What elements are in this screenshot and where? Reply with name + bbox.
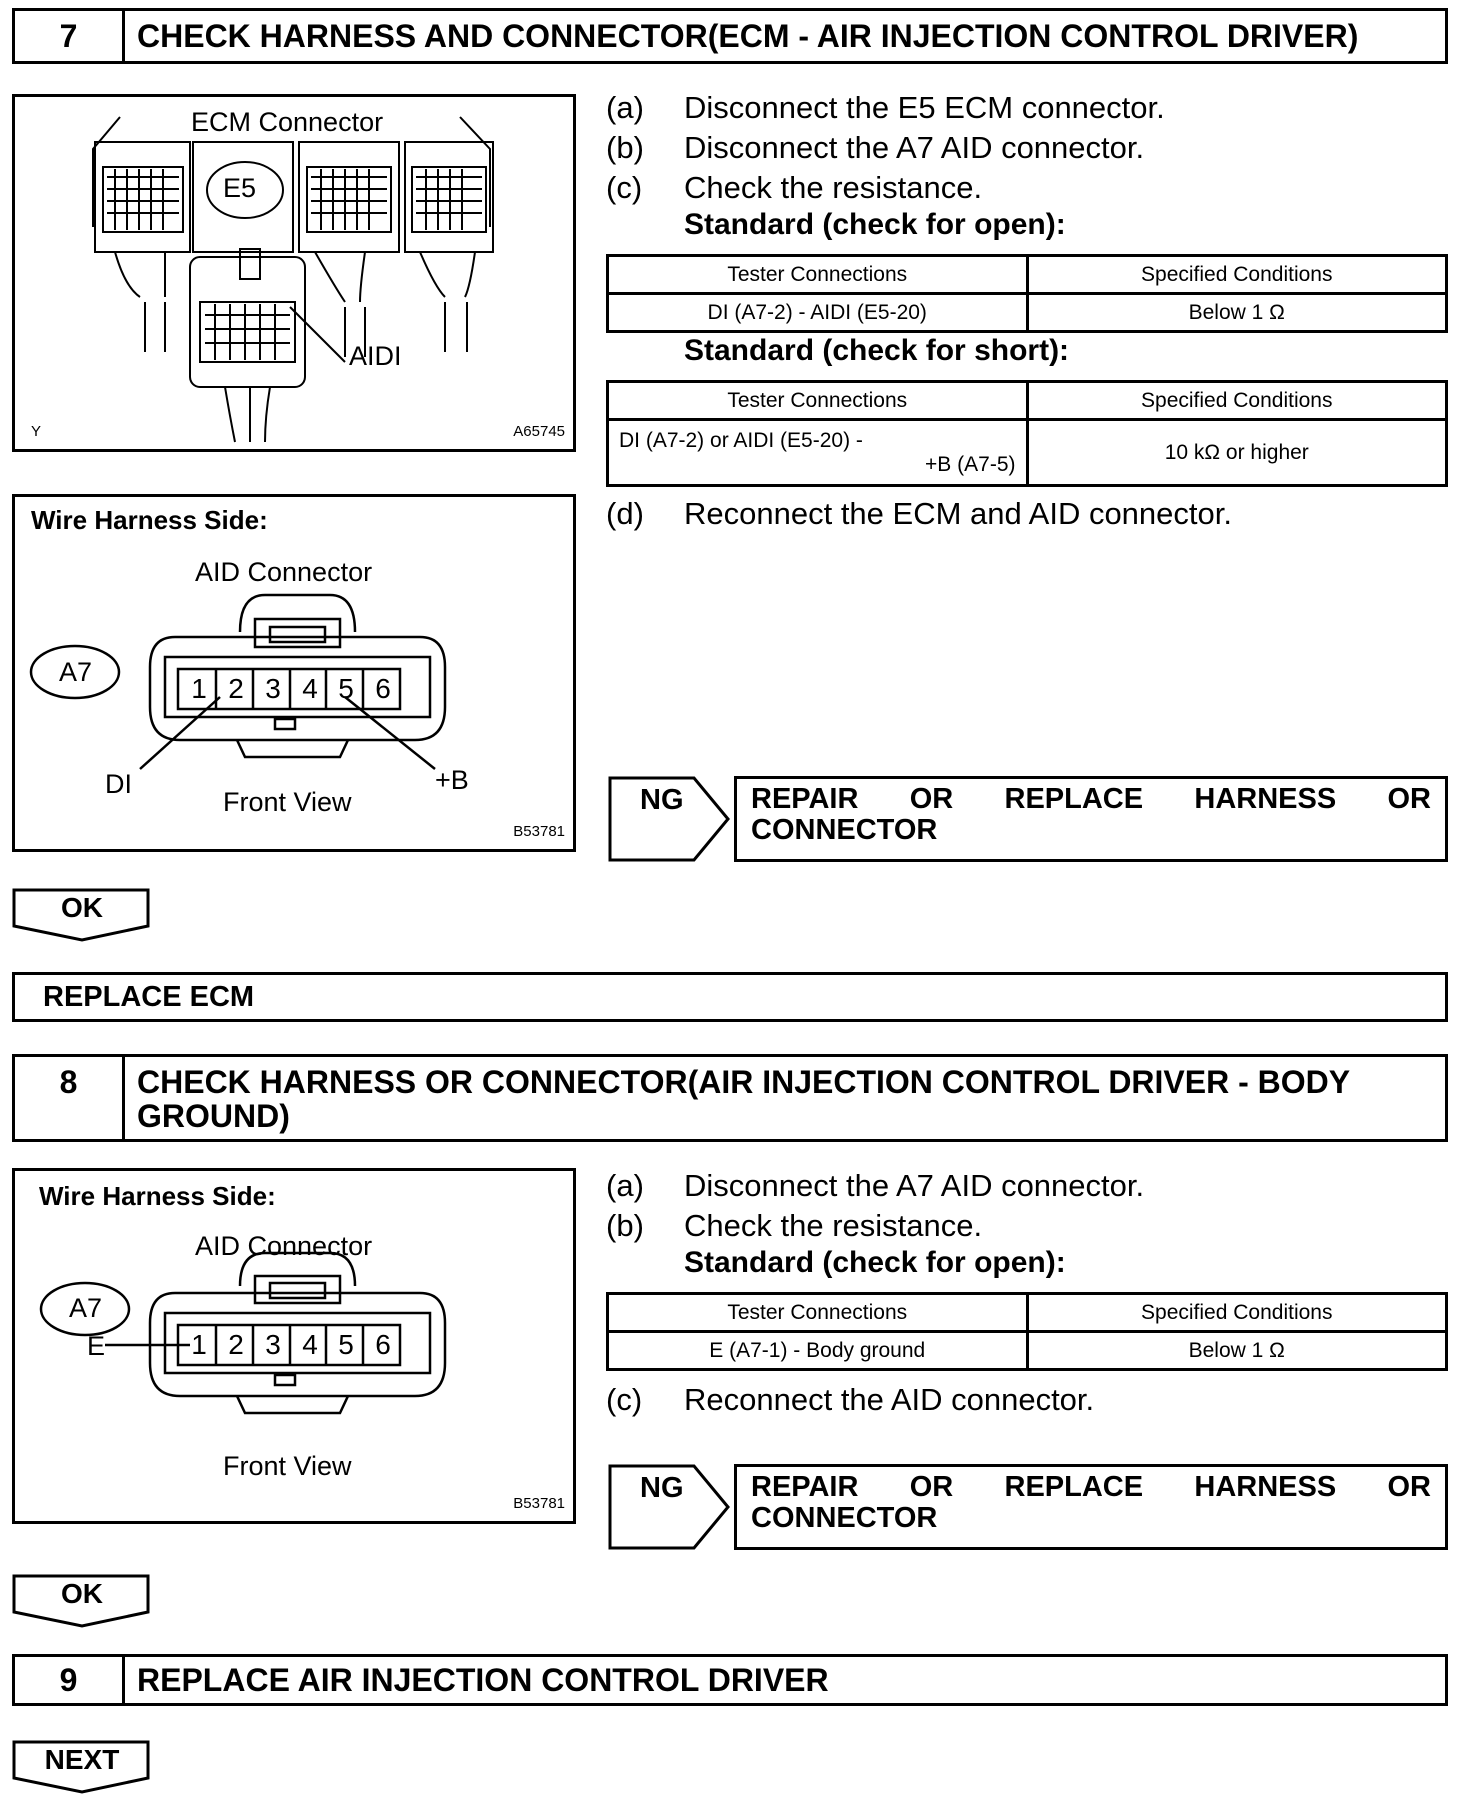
step7-ok-label: OK [61, 892, 103, 923]
aid-connector-label: AID Connector [195, 1231, 373, 1261]
table-header: Tester Connections [608, 256, 1028, 294]
step7-instruction-d [606, 494, 1426, 534]
wire-harness-heading: Wire Harness Side: [31, 505, 268, 535]
figure-id: B53781 [513, 1495, 565, 1512]
instruction-text: Disconnect the A7 AID connector. [684, 1168, 1145, 1203]
cell-line-1: DI (A7-2) or AIDI (E5-20) - [619, 428, 863, 452]
e5-label: E5 [223, 173, 257, 203]
step8-ok-label: OK [61, 1578, 103, 1609]
a7-label: A7 [69, 1293, 103, 1323]
table-header: Tester Connections [608, 1294, 1028, 1332]
step8-title-line1: CHECK HARNESS OR CONNECTOR(AIR INJECTION CONTROL DRIVER - BODY [137, 1064, 1351, 1100]
step7-header [12, 8, 1448, 64]
step7-short-table [606, 380, 1448, 487]
step8-ng-label: NG [640, 1472, 684, 1504]
replace-ecm-text: REPLACE ECM [43, 981, 255, 1013]
cell-line-2: +B (A7-5) [925, 452, 1016, 476]
ng-action-line1 [751, 783, 1431, 815]
pin-6: 6 [375, 673, 391, 704]
di-label: DI [105, 769, 132, 799]
step7-open-table [606, 254, 1448, 333]
step7-ng-label: NG [640, 784, 684, 816]
ng-action-line2: CONNECTOR [751, 814, 938, 846]
ng-word: OR [909, 783, 954, 815]
table-cell: Below 1 Ω [1027, 294, 1447, 332]
table-cell: DI (A7-2) - AIDI (E5-20) [608, 294, 1028, 332]
aid-connector-label: AID Connector [195, 557, 373, 587]
pin-5: 5 [338, 673, 354, 704]
pin-3: 3 [265, 673, 281, 704]
ng-word: OR [909, 1471, 954, 1503]
step8-number: 8 [15, 1057, 125, 1139]
step7-standard-open: Standard (check for open): [684, 208, 1066, 241]
a7-label: A7 [59, 657, 93, 687]
figure-id: B53781 [513, 823, 565, 840]
ng-action-line1 [751, 1471, 1431, 1503]
step7-instruction-b [606, 128, 1426, 168]
ng-word: HARNESS [1194, 783, 1337, 815]
table-cell: E (A7-1) - Body ground [608, 1332, 1028, 1370]
pin-2: 2 [228, 673, 244, 704]
pin-1: 1 [191, 673, 207, 704]
replace-ecm-box [12, 972, 1448, 1022]
table-cell: 10 kΩ or higher [1027, 420, 1447, 486]
step7-ng-action [734, 776, 1448, 862]
step7-instruction-c [606, 168, 1426, 208]
table-header: Specified Conditions [1027, 256, 1447, 294]
step9-title: REPLACE AIR INJECTION CONTROL DRIVER [137, 1662, 829, 1698]
ng-word: REPAIR [751, 783, 859, 815]
step9-number: 9 [15, 1657, 125, 1703]
front-view-label: Front View [223, 1451, 352, 1481]
ng-word: HARNESS [1194, 1471, 1337, 1503]
step8-instruction-b [606, 1206, 1426, 1246]
aidi-label: AIDI [349, 341, 402, 371]
step8-open-table [606, 1292, 1448, 1371]
e-label: E [87, 1331, 106, 1361]
table-cell [608, 420, 1028, 486]
instruction-text: Disconnect the A7 AID connector. [684, 130, 1145, 165]
pin-6: 6 [375, 1329, 391, 1360]
step7-number: 7 [15, 11, 125, 61]
instruction-label: (b) [606, 130, 644, 165]
table-header: Specified Conditions [1027, 382, 1447, 420]
ecm-connector-figure [12, 94, 576, 452]
wire-harness-heading: Wire Harness Side: [39, 1181, 276, 1211]
step8-standard-open: Standard (check for open): [684, 1246, 1066, 1279]
step7-standard-short: Standard (check for short): [684, 334, 1070, 367]
pin-5: 5 [338, 1329, 354, 1360]
instruction-label: (a) [606, 1168, 644, 1203]
instruction-text: Disconnect the E5 ECM connector. [684, 90, 1165, 125]
table-header: Tester Connections [608, 382, 1028, 420]
ng-action-line2: CONNECTOR [751, 1502, 938, 1534]
pin-1: 1 [191, 1329, 207, 1360]
ng-word: OR [1387, 1471, 1431, 1503]
table-header: Specified Conditions [1027, 1294, 1447, 1332]
next-label: NEXT [44, 1744, 120, 1775]
instruction-text: Check the resistance. [684, 170, 983, 205]
step9-header [12, 1654, 1448, 1706]
ng-word: REPAIR [751, 1471, 859, 1503]
table-cell: Below 1 Ω [1027, 1332, 1447, 1370]
instruction-label: (c) [606, 170, 643, 205]
instruction-label: (b) [606, 1208, 644, 1243]
instruction-label: (c) [606, 1382, 643, 1417]
instruction-text: Reconnect the ECM and AID connector. [684, 496, 1232, 531]
figure-corner-letter: Y [31, 423, 42, 440]
ng-word: REPLACE [1004, 783, 1144, 815]
pin-4: 4 [302, 673, 318, 704]
aid-connector-figure-8 [12, 1168, 576, 1524]
figure-id: A65745 [513, 423, 565, 440]
step7-title: CHECK HARNESS AND CONNECTOR(ECM - AIR INJECTION CONTROL DRIVER) [137, 18, 1359, 54]
instruction-label: (d) [606, 496, 644, 531]
step7-instruction-a [606, 88, 1426, 128]
step8-ng-action [734, 1464, 1448, 1550]
instruction-text: Reconnect the AID connector. [684, 1382, 1095, 1417]
instruction-text: Check the resistance. [684, 1208, 983, 1243]
pin-2: 2 [228, 1329, 244, 1360]
ng-word: OR [1387, 783, 1431, 815]
front-view-label: Front View [223, 787, 352, 817]
step8-title-line2: GROUND) [137, 1098, 290, 1134]
ecm-connector-drawing [15, 97, 573, 449]
step8-instruction-c [606, 1380, 1426, 1420]
ecm-connector-label: ECM Connector [191, 107, 384, 137]
step8-instruction-a [606, 1166, 1426, 1206]
ng-word: REPLACE [1004, 1471, 1144, 1503]
step8-header [12, 1054, 1448, 1142]
pin-4: 4 [302, 1329, 318, 1360]
pin-3: 3 [265, 1329, 281, 1360]
aid-connector-figure-7 [12, 494, 576, 852]
b-plus-label: +B [435, 765, 469, 795]
instruction-label: (a) [606, 90, 644, 125]
